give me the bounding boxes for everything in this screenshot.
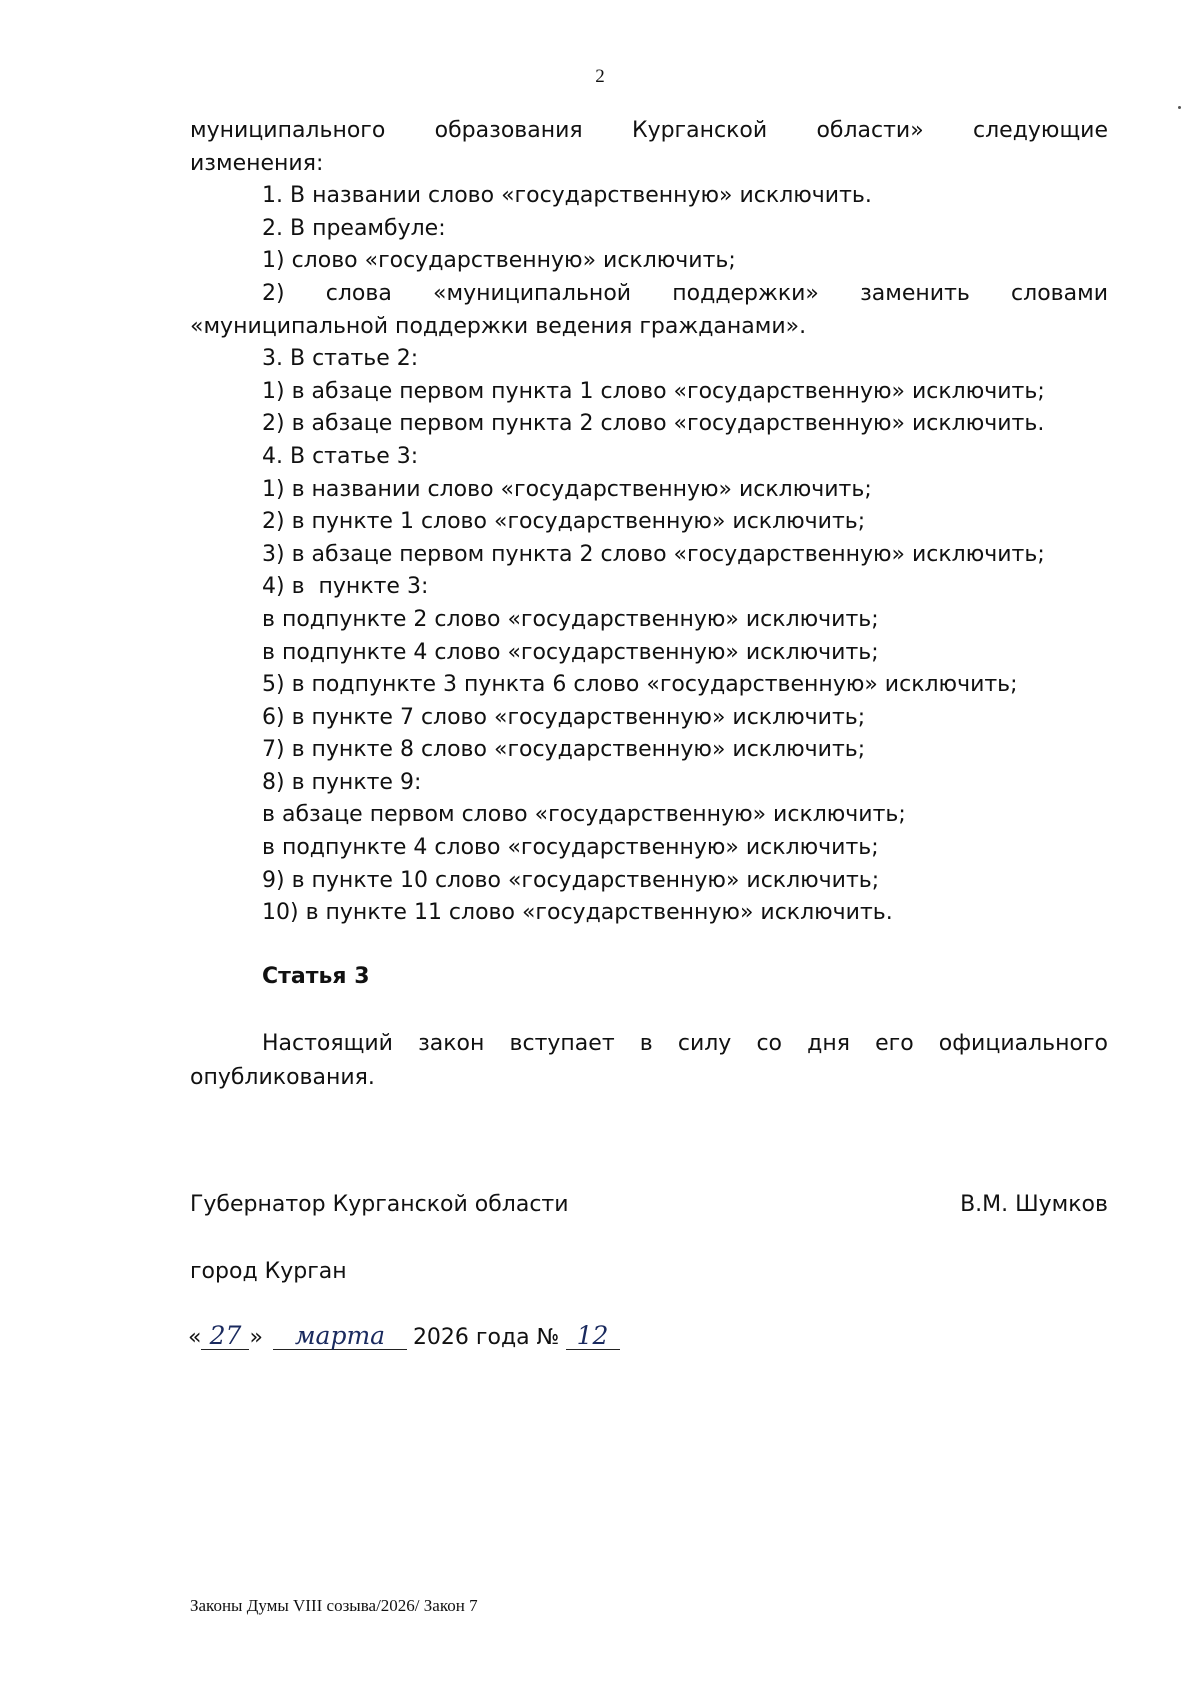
body-line: 4) в пункте 3:	[262, 574, 429, 600]
article-heading: Статья 3	[262, 964, 370, 989]
body-line: в подпункте 4 слово «государственную» исключить;	[262, 639, 879, 665]
scan-mark	[1178, 106, 1181, 109]
body-line: 7) в пункте 8 слово «государственную» исключить;	[262, 737, 866, 763]
body-line: 2) слова «муниципальной поддержки» заменить словами	[262, 280, 1108, 306]
date-year-text: 2026 года №	[412, 1325, 560, 1350]
body-line: 2) в абзаце первом пункта 2 слово «государственную» исключить.	[262, 411, 1045, 437]
body-line: 3) в абзаце первом пункта 2 слово «государственную» исключить;	[262, 541, 1045, 567]
document-body	[190, 115, 1108, 930]
handwritten-month: марта	[273, 1323, 407, 1350]
date-close-quote: »	[249, 1325, 263, 1350]
body-line: 2. В преамбуле:	[262, 215, 446, 241]
article-text	[190, 1027, 1108, 1095]
body-line: 1) слово «государственную» исключить;	[262, 248, 736, 274]
body-line: 9) в пункте 10 слово «государственную» исключить;	[262, 867, 880, 893]
body-line: «муниципальной поддержки ведения гражданами».	[190, 313, 807, 339]
body-line: изменения:	[190, 150, 324, 176]
handwritten-day: 27	[201, 1323, 249, 1350]
body-line: 1. В названии слово «государственную» исключить.	[262, 183, 872, 209]
body-line: 2) в пункте 1 слово «государственную» исключить;	[262, 509, 866, 535]
body-line: 3. В статье 2:	[262, 346, 419, 372]
body-line: муниципального образования Курганской области» следующие	[190, 118, 1108, 143]
article-text-line: Настоящий закон вступает в силу со дня его официального	[262, 1031, 1108, 1056]
body-line: 1) в абзаце первом пункта 1 слово «государственную» исключить;	[262, 378, 1045, 404]
body-line: 1) в названии слово «государственную» исключить;	[262, 476, 872, 502]
handwritten-law-number: 12	[566, 1323, 620, 1350]
body-line: 6) в пункте 7 слово «государственную» исключить;	[262, 704, 866, 730]
body-line: 5) в подпункте 3 пункта 6 слово «государственную» исключить;	[262, 672, 1018, 698]
governor-name: В.М. Шумков	[960, 1192, 1108, 1217]
body-line: 8) в пункте 9:	[262, 769, 422, 795]
footer-text: Законы Думы VIII созыва/2026/ Закон 7	[190, 1596, 478, 1615]
body-line: 10) в пункте 11 слово «государственную» исключить.	[262, 900, 893, 926]
body-line: в абзаце первом слово «государственную» исключить;	[262, 802, 906, 828]
body-line: 4. В статье 3:	[262, 443, 419, 469]
city-name: город Курган	[190, 1259, 347, 1284]
article-text-line: опубликования.	[190, 1065, 375, 1090]
date-line	[188, 1322, 620, 1354]
governor-title: Губернатор Курганской области	[190, 1192, 569, 1217]
body-line: в подпункте 4 слово «государственную» исключить;	[262, 835, 879, 861]
body-line: в подпункте 2 слово «государственную» исключить;	[262, 606, 879, 632]
date-open-quote: «	[188, 1325, 202, 1350]
page-number: 2	[595, 66, 605, 87]
